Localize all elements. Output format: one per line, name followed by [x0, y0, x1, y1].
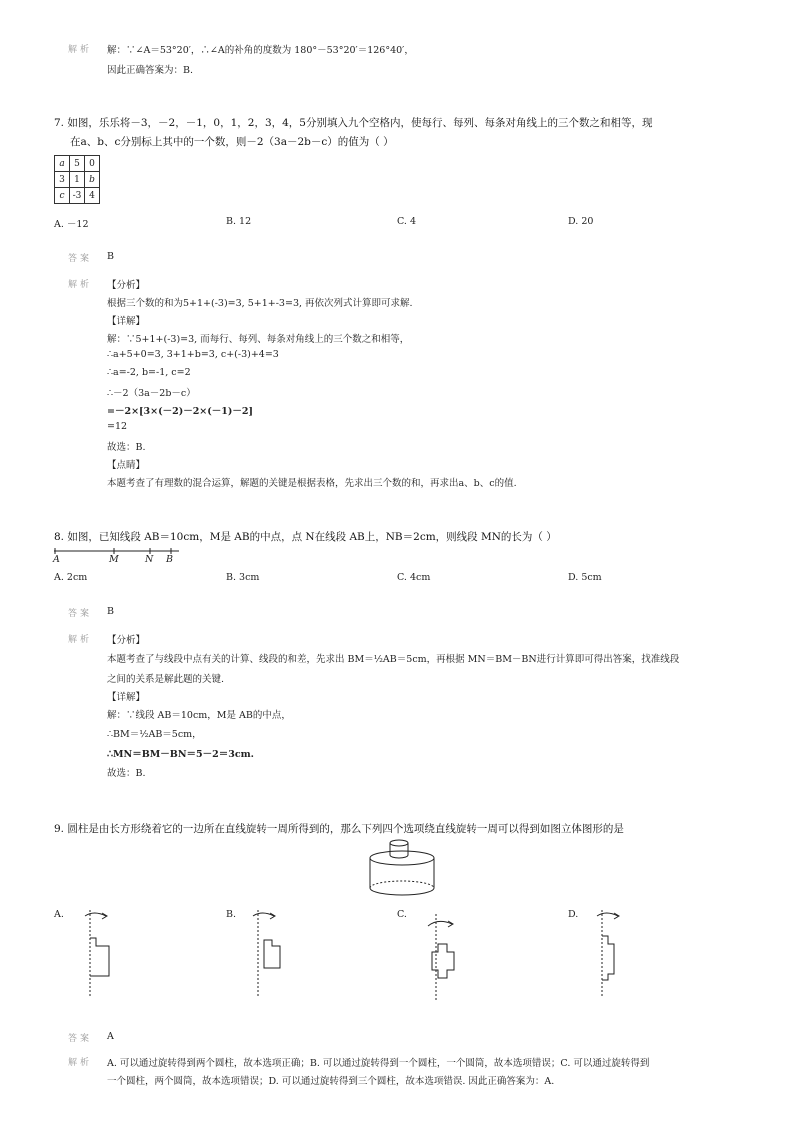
- q9-stem: 9. 圆柱是由长方形绕着它的一边所在直线旋转一周所得到的，那么下列四个选项绕直线旋转一周可以得到如图立体图形的是: [54, 823, 624, 835]
- point-label-a: A: [53, 554, 60, 565]
- q7-option-c: C. 4: [397, 216, 417, 227]
- q7-analysis-line: 【详解】: [107, 316, 146, 327]
- answer-label: 答案: [68, 1034, 93, 1044]
- q8-stem: 8. 如图，已知线段 AB＝10cm，M是 AB的中点，点 N在线段 AB上，NB＝2cm，则线段 MN的长为（ ）: [54, 531, 557, 543]
- q7-option-d: D. 20: [568, 216, 594, 227]
- q7-analysis-line: 根据三个数的和为5+1+(-3)=3, 5+1+-3=3, 再依次列式计算即可求解.: [107, 298, 413, 309]
- q8-analysis-line: 之间的关系是解此题的关键.: [107, 674, 225, 685]
- q9-solid-figure: [365, 838, 445, 898]
- q8-option-c: C. 4cm: [397, 572, 431, 583]
- q9-option-a-label: A.: [54, 909, 64, 920]
- q7-analysis-line: ∴a=-2, b=-1, c=2: [107, 367, 191, 378]
- q7-stem-line-1: 7. 如图，乐乐将－3，－2，－1，0，1，2，3，4，5分别填入九个空格内，使每行、每列、每条对角线上的三个数之和相等，现: [54, 117, 653, 129]
- q9-option-a-figure: [82, 908, 122, 1000]
- q9-analysis-line-2: 一个圆柱，两个圆筒，故本选项错误；D. 可以通过旋转得到三个圆柱，故本选项错误. 因此正确答案为：A.: [107, 1076, 555, 1087]
- point-label-n: N: [145, 554, 154, 565]
- q8-analysis-line: 本题考查了与线段中点有关的计算、线段的和差，先求出 BM＝½AB＝5cm，再根据 MN＝BM－BN进行计算即可得出答案，找准线段: [107, 654, 680, 665]
- q9-option-b-figure: [250, 908, 290, 1000]
- q6-analysis-line-1: 解：∵∠A＝53°20′，∴∠A的补角的度数为 180°－53°20′＝126°40′，: [107, 45, 414, 56]
- point-label-m: M: [109, 554, 119, 565]
- grid-cell: 5: [70, 156, 85, 172]
- q8-analysis-line: 【详解】: [107, 692, 146, 703]
- q7-analysis-line: 解：∵5+1+(-3)=3, 而每行、每列、每条对角线上的三个数之和相等，: [107, 334, 410, 345]
- q8-analysis-line: 【分析】: [107, 635, 146, 646]
- analysis-label: 解析: [68, 45, 93, 55]
- grid-cell: 0: [85, 156, 100, 172]
- analysis-label: 解析: [68, 635, 93, 645]
- q7-analysis-line: 故选：B.: [107, 442, 146, 453]
- q7-analysis-line: ∴a+5+0=3, 3+1+b=3, c+(-3)+4=3: [107, 349, 279, 360]
- q9-option-c-label: C.: [397, 909, 407, 920]
- analysis-label: 解析: [68, 280, 93, 290]
- q7-analysis-line: =－2×[3×(－2)－2×(－1)－2]: [107, 406, 253, 417]
- grid-cell: a: [55, 156, 70, 172]
- grid-cell: 4: [85, 188, 100, 204]
- grid-cell: b: [85, 172, 100, 188]
- grid-cell: 3: [55, 172, 70, 188]
- q7-stem-line-2: 在a、b、c分别标上其中的一个数，则－2（3a－2b－c）的值为（ ）: [70, 136, 394, 148]
- q9-answer: A: [107, 1031, 114, 1042]
- grid-cell: 1: [70, 172, 85, 188]
- q7-analysis-line: =12: [107, 421, 128, 432]
- q7-option-b: B. 12: [226, 216, 252, 227]
- q8-option-a: A. 2cm: [54, 572, 88, 583]
- q8-analysis-line: ∴MN＝BM－BN＝5－2＝3cm.: [107, 749, 254, 760]
- q7-analysis-line: ∴－2（3a－2b－c）: [107, 388, 196, 399]
- grid-cell: -3: [70, 188, 85, 204]
- analysis-label: 解析: [68, 1058, 93, 1068]
- q7-magic-square: [54, 155, 100, 204]
- q9-option-d-label: D.: [568, 909, 579, 920]
- q9-analysis-line-1: A. 可以通过旋转得到两个圆柱，故本选项正确；B. 可以通过旋转得到一个圆柱，一个圆筒，故本选项错误；C. 可以通过旋转得到: [107, 1058, 650, 1069]
- q7-analysis-line: 【分析】: [107, 280, 146, 291]
- q8-analysis-line: 故选：B.: [107, 768, 146, 779]
- q9-option-d-figure: [594, 908, 634, 1000]
- answer-label: 答案: [68, 254, 93, 264]
- q7-answer: B: [107, 251, 114, 262]
- q8-option-d: D. 5cm: [568, 572, 602, 583]
- q8-analysis-line: ∴BM＝½AB＝5cm，: [107, 729, 202, 740]
- q8-answer: B: [107, 606, 114, 617]
- q8-analysis-line: 解：∵线段 AB＝10cm，M是 AB的中点，: [107, 710, 291, 721]
- point-label-b: B: [166, 554, 173, 565]
- answer-label: 答案: [68, 609, 93, 619]
- q9-option-c-figure: [422, 912, 466, 1004]
- grid-cell: c: [55, 188, 70, 204]
- q8-segment-figure: [54, 548, 194, 568]
- q7-analysis-line: 本题考查了有理数的混合运算，解题的关键是根据表格，先求出三个数的和，再求出a、b、c的值.: [107, 478, 517, 489]
- q6-analysis-line-2: 因此正确答案为：B.: [107, 65, 194, 76]
- q9-option-b-label: B.: [226, 909, 237, 920]
- q7-analysis-line: 【点睛】: [107, 460, 146, 471]
- q7-option-a: A. －12: [54, 219, 89, 230]
- q8-option-b: B. 3cm: [226, 572, 260, 583]
